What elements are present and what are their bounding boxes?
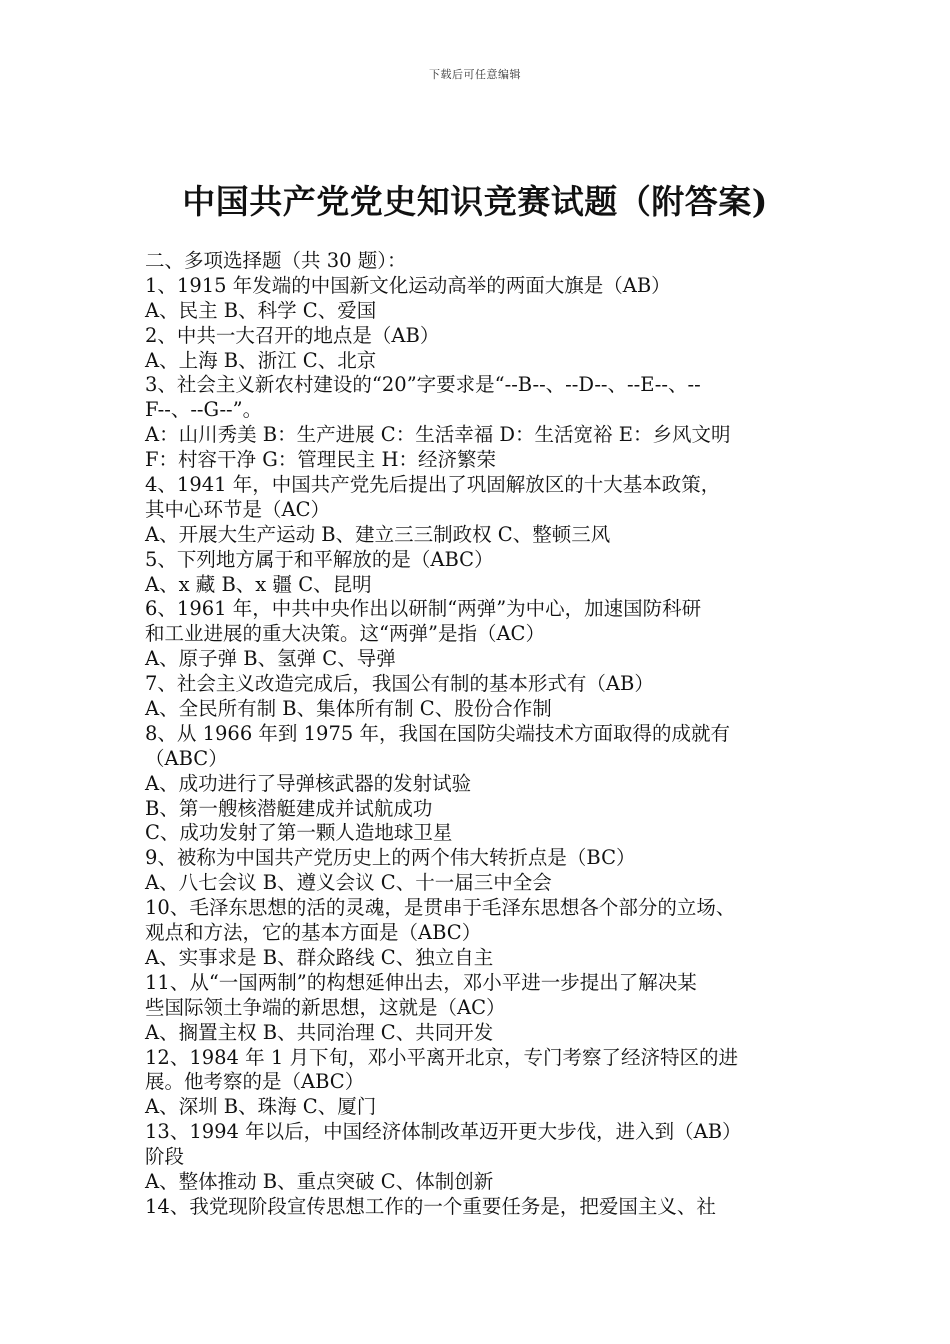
text-line: 9、被称为中国共产党历史上的两个伟大转折点是（BC） xyxy=(145,846,636,870)
text-line: A、全民所有制 B、集体所有制 C、股份合作制 xyxy=(145,697,552,721)
text-line: A、实事求是 B、群众路线 C、独立自主 xyxy=(145,945,494,969)
text-line: A、成功进行了导弹核武器的发射试验 xyxy=(145,771,472,795)
text-line: A、民主 B、科学 C、爱国 xyxy=(145,298,377,322)
text-line: A：山川秀美 B：生产进展 C：生活幸福 D：生活宽裕 E：乡风文明 xyxy=(145,423,731,447)
text-line: F--、--G--”。 xyxy=(145,398,263,422)
text-line: 1、1915 年发端的中国新文化运动高举的两面大旗是（AB） xyxy=(145,273,671,297)
text-line: 5、下列地方属于和平解放的是（ABC） xyxy=(145,547,494,571)
text-line: A、搁置主权 B、共同治理 C、共同开发 xyxy=(145,1020,494,1044)
text-line: 12、1984 年 1 月下旬，邓小平离开北京，专门考察了经济特区的进 xyxy=(145,1045,738,1069)
text-line: A、整体推动 B、重点突破 C、体制创新 xyxy=(145,1169,494,1193)
text-line: 4、1941 年，中国共产党先后提出了巩固解放区的十大基本政策， xyxy=(145,473,721,497)
text-line: 14、我党现阶段宣传思想工作的一个重要任务是，把爱国主义、社 xyxy=(145,1194,716,1218)
text-line: 展。他考察的是（ABC） xyxy=(145,1070,365,1094)
text-line: A、深圳 B、珠海 C、厦门 xyxy=(145,1095,377,1119)
text-line: C、成功发射了第一颗人造地球卫星 xyxy=(145,821,453,845)
text-line: 13、1994 年以后，中国经济体制改革迈开更大步伐，进入到（AB） xyxy=(145,1120,742,1144)
text-line: 2、中共一大召开的地点是（AB） xyxy=(145,323,440,347)
text-line: A、开展大生产运动 B、建立三三制政权 C、整顿三风 xyxy=(145,522,611,546)
text-line: A、原子弹 B、氢弹 C、导弹 xyxy=(145,647,396,671)
text-line: A、八七会议 B、遵义会议 C、十一届三中全会 xyxy=(145,871,552,895)
header-note: 下载后可任意编辑 xyxy=(429,68,521,81)
text-line: B、第一艘核潜艇建成并试航成功 xyxy=(145,796,433,820)
text-line: 11、从“一国两制”的构想延伸出去，邓小平进一步提出了解决某 xyxy=(145,970,697,994)
text-line: A、上海 B、浙江 C、北京 xyxy=(145,348,377,372)
text-line: 其中心环节是（AC） xyxy=(145,497,331,521)
document-body xyxy=(145,249,835,1220)
text-line: 和工业进展的重大决策。这“两弹”是指（AC） xyxy=(145,622,545,646)
text-line: 7、社会主义改造完成后，我国公有制的基本形式有（AB） xyxy=(145,672,654,696)
text-line: F：村容干净 G：管理民主 H：经济繁荣 xyxy=(145,448,497,472)
text-line: 阶段 xyxy=(145,1145,185,1169)
text-line: 观点和方法，它的基本方面是（ABC） xyxy=(145,921,482,945)
text-line: （ABC） xyxy=(145,746,228,770)
text-line: 10、毛泽东思想的活的灵魂，是贯串于毛泽东思想各个部分的立场、 xyxy=(145,896,736,920)
text-line: 二、多项选择题（共 30 题）： xyxy=(145,249,407,272)
text-line: 3、社会主义新农村建设的“20”字要求是“--B--、--D--、--E--、-- xyxy=(145,373,701,397)
text-line: A、x 藏 B、x 疆 C、昆明 xyxy=(145,572,372,596)
document-title: 中国共产党党史知识竞赛试题（附答案) xyxy=(182,182,768,221)
text-line: 6、1961 年，中共中央作出以研制“两弹”为中心，加速国防科研 xyxy=(145,597,702,621)
text-line: 些国际领土争端的新思想，这就是（AC） xyxy=(145,995,506,1019)
text-line: 8、从 1966 年到 1975 年，我国在国防尖端技术方面取得的成就有 xyxy=(145,721,730,745)
